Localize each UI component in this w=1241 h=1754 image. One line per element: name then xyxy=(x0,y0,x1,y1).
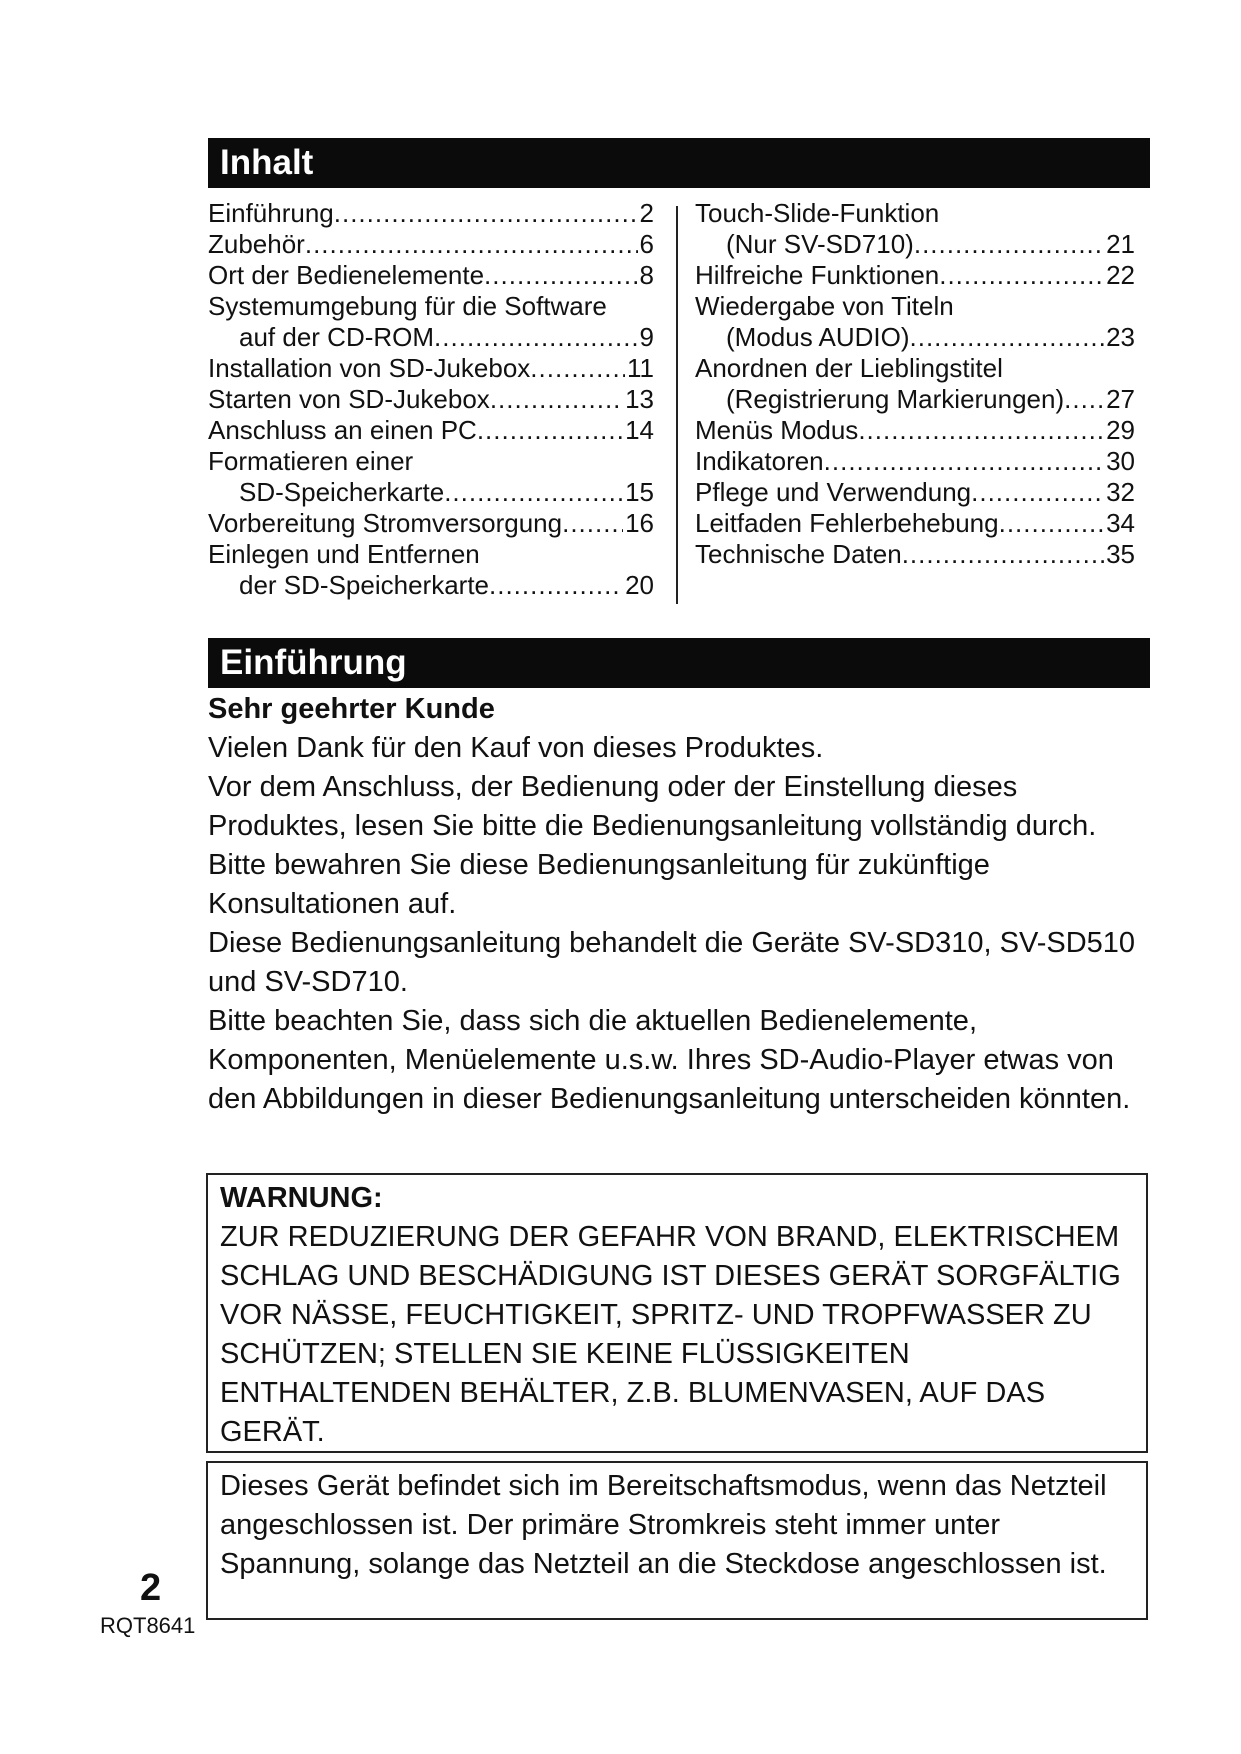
toc-leader-dots xyxy=(477,415,623,446)
toc-entry-title: auf der CD-ROM xyxy=(239,322,435,352)
warning-title: WARNUNG: xyxy=(220,1182,383,1214)
toc-entry[interactable] xyxy=(208,198,654,229)
intro-paragraph: Diese Bedienungsanleitung behandelt die Geräte SV-SD310, SV-SD510 und SV-SD710. xyxy=(208,927,1136,998)
toc-entry[interactable] xyxy=(695,291,1135,353)
toc-page-number: 11 xyxy=(627,353,654,383)
toc-entry-title: SD-Speicherkarte xyxy=(239,477,445,507)
toc-leader-dots xyxy=(489,570,623,601)
toc-page-number: 9 xyxy=(639,322,654,352)
toc-right-column xyxy=(695,198,1135,570)
toc-page-number: 14 xyxy=(625,415,654,445)
toc-leader-dots xyxy=(305,229,638,260)
warning-text: ZUR REDUZIERUNG DER GEFAHR VON BRAND, ELEKTRISCHEM SCHLAG UND BESCHÄDIGUNG IST DIESES GERÄT SORGFÄLTIG VOR NÄSSE, FEUCHTIGKEIT, SPRITZ- UND TROPFWASSER ZU SCHÜTZEN; STELLEN SIE KEINE FLÜSSIGKEITEN ENTHALTENDEN BEHÄLTER, Z.B. BLUMENVASEN, AUF DAS GERÄT. xyxy=(220,1221,1121,1448)
toc-entry[interactable] xyxy=(208,229,654,260)
toc-entry[interactable] xyxy=(695,260,1135,291)
toc-leader-dots xyxy=(824,446,1104,477)
toc-page-number: 32 xyxy=(1106,477,1135,507)
toc-entry-title: Anschluss an einen PC xyxy=(208,415,477,445)
toc-page-number: 29 xyxy=(1106,415,1135,445)
intro-paragraph: Bitte beachten Sie, dass sich die aktuellen Bedienelemente, Komponenten, Menüelemente u.s.w. Ihres SD-Audio-Player etwas von den Abbildungen in dieser Bedienungsanleitung unterscheiden könnten. xyxy=(208,1005,1131,1115)
toc-entry-title: Touch-Slide-Funktion xyxy=(695,198,940,228)
toc-entry[interactable] xyxy=(208,539,654,601)
toc-entry-title: Installation von SD-Jukebox xyxy=(208,353,531,383)
toc-leader-dots xyxy=(971,477,1104,508)
toc-leader-dots xyxy=(490,384,623,415)
toc-entry-title: Indikatoren xyxy=(695,446,824,476)
toc-entry-title: Systemumgebung für die Software xyxy=(208,291,607,321)
toc-leader-dots xyxy=(858,415,1104,446)
toc-page-number: 2 xyxy=(639,198,654,228)
intro-section xyxy=(208,690,1150,1119)
toc-entry[interactable] xyxy=(695,477,1135,508)
document-code: RQT8641 xyxy=(100,1613,196,1638)
warning-box xyxy=(206,1173,1148,1453)
toc-leader-dots xyxy=(334,198,638,229)
toc-page-number: 6 xyxy=(639,229,654,259)
toc-entry[interactable] xyxy=(695,508,1135,539)
toc-page-number: 23 xyxy=(1106,322,1135,352)
toc-entry[interactable] xyxy=(208,415,654,446)
toc-entry[interactable] xyxy=(695,198,1135,260)
toc-entry-title: Einlegen und Entfernen xyxy=(208,539,480,569)
toc-entry[interactable] xyxy=(208,384,654,415)
toc-page-number: 34 xyxy=(1106,508,1135,538)
toc-page-number: 16 xyxy=(625,508,654,538)
toc-entry[interactable] xyxy=(208,353,654,384)
toc-entry-title: Anordnen der Lieblingstitel xyxy=(695,353,1003,383)
toc-leader-dots xyxy=(910,322,1105,353)
toc-entry-title: (Modus AUDIO) xyxy=(726,322,910,352)
page-number: 2 xyxy=(140,1567,162,1609)
toc-entry-title: Technische Daten xyxy=(695,539,902,569)
toc-page-number: 22 xyxy=(1106,260,1135,290)
toc-entry[interactable] xyxy=(695,446,1135,477)
toc-entry[interactable] xyxy=(208,291,654,353)
toc-entry[interactable] xyxy=(208,446,654,508)
toc-entry-title: Pflege und Verwendung xyxy=(695,477,972,507)
toc-leader-dots xyxy=(914,229,1104,260)
toc-entry-title: Wiedergabe von Titeln xyxy=(695,291,954,321)
toc-leader-dots xyxy=(562,508,623,539)
toc-entry-title: Einführung xyxy=(208,198,334,228)
toc-entry-title: Leitfaden Fehlerbehebung xyxy=(695,508,999,538)
toc-page-number: 27 xyxy=(1106,384,1135,414)
toc-page-number: 21 xyxy=(1106,229,1135,259)
toc-entry[interactable] xyxy=(208,508,654,539)
toc-entry-title: Menüs Modus xyxy=(695,415,859,445)
toc-entry[interactable] xyxy=(695,353,1135,415)
standby-note-text: Dieses Gerät befindet sich im Bereitschaftsmodus, wenn das Netzteil angeschlossen ist. Der primäre Stromkreis steht immer unter Spannung, solange das Netzteil an die Steckdose angeschlossen ist. xyxy=(220,1470,1107,1580)
toc-page-number: 30 xyxy=(1106,446,1135,476)
toc-entry-title: Vorbereitung Stromversorgung xyxy=(208,508,563,538)
toc-entry-title: (Nur SV-SD710) xyxy=(726,229,914,259)
toc-entry-title: Hilfreiche Funktionen xyxy=(695,260,940,290)
toc-leader-dots xyxy=(434,322,637,353)
toc-page-number: 8 xyxy=(639,260,654,290)
toc-entry-title: der SD-Speicherkarte xyxy=(239,570,489,600)
toc-entry-title: (Registrierung Markierungen) xyxy=(726,384,1065,414)
toc-leader-dots xyxy=(530,353,625,384)
toc-entry[interactable] xyxy=(695,415,1135,446)
toc-leader-dots xyxy=(484,260,637,291)
intro-paragraph: Vor dem Anschluss, der Bedienung oder der Einstellung dieses Produktes, lesen Sie bitte die Bedienungsanleitung vollständig durch. Bitte bewahren Sie diese Bedienungsanleitung für zukünftige Konsultationen auf. xyxy=(208,771,1097,920)
toc-left-column xyxy=(208,198,654,601)
toc-entry-title: Ort der Bedienelemente xyxy=(208,260,485,290)
toc-entry-title: Zubehör xyxy=(208,229,305,259)
intro-paragraph: Vielen Dank für den Kauf von dieses Produktes. xyxy=(208,732,824,764)
toc-leader-dots xyxy=(999,508,1104,539)
toc-heading: Inhalt xyxy=(208,138,1150,188)
toc-page-number: 13 xyxy=(625,384,654,414)
salutation: Sehr geehrter Kunde xyxy=(208,693,495,725)
intro-heading: Einführung xyxy=(208,638,1150,688)
toc-leader-dots xyxy=(444,477,623,508)
standby-note-box xyxy=(206,1461,1148,1620)
toc-leader-dots xyxy=(1064,384,1104,415)
toc-entry[interactable] xyxy=(695,539,1135,570)
toc-divider xyxy=(676,206,678,604)
toc-entry[interactable] xyxy=(208,260,654,291)
toc-leader-dots xyxy=(939,260,1104,291)
toc-entry-title: Formatieren einer xyxy=(208,446,414,476)
toc-entry-title: Starten von SD-Jukebox xyxy=(208,384,490,414)
toc-page-number: 20 xyxy=(625,570,654,600)
toc-leader-dots xyxy=(902,539,1104,570)
toc-page-number: 35 xyxy=(1106,539,1135,569)
toc-page-number: 15 xyxy=(625,477,654,507)
